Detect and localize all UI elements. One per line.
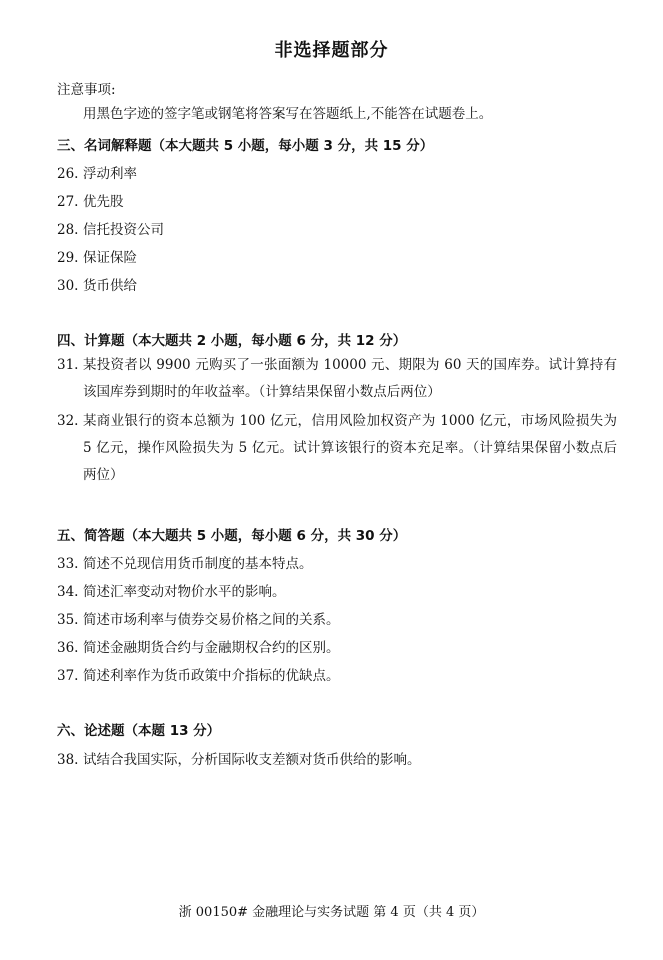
question-text: 简述市场利率与债券交易价格之间的关系。	[83, 612, 340, 628]
question-28	[57, 218, 164, 238]
section-heading-3: 三、名词解释题（本大题共 5 小题，每小题 3 分，共 15 分）	[57, 138, 434, 154]
question-text: 浮动利率	[83, 166, 137, 182]
question-38	[57, 748, 421, 768]
page-footer: 浙 00150# 金融理论与实务试题 第 4 页（共 4 页）	[178, 905, 485, 920]
question-text: 简述金融期货合约与金融期权合约的区别。	[83, 640, 340, 656]
question-number: 35.	[57, 612, 79, 628]
question-text: 优先股	[83, 194, 124, 210]
question-number: 34.	[57, 584, 79, 600]
question-number: 37.	[57, 668, 79, 684]
question-29	[57, 246, 137, 266]
question-number: 31.	[57, 357, 79, 373]
question-text: 简述汇率变动对物价水平的影响。	[83, 584, 286, 600]
section-heading-5: 五、简答题（本大题共 5 小题，每小题 6 分，共 30 分）	[57, 528, 407, 544]
page-title: 非选择题部分	[274, 40, 389, 61]
question-27	[57, 190, 124, 210]
question-text: 某投资者以 9900 元购买了一张面额为 10000 元、期限为 60 天的国库券。试计算持有该国库券到期时的年收益率。（计算结果保留小数点后两位）	[83, 357, 617, 400]
question-number: 29.	[57, 250, 79, 266]
notice-label: 注意事项:	[57, 82, 116, 98]
question-number: 30.	[57, 278, 79, 294]
section-heading-4: 四、计算题（本大题共 2 小题，每小题 6 分，共 12 分）	[57, 333, 407, 349]
question-number: 36.	[57, 640, 79, 656]
question-37	[57, 664, 340, 684]
question-36	[57, 636, 340, 656]
question-30	[57, 274, 137, 294]
notice-text: 用黑色字迹的签字笔或钢笔将答案写在答题纸上,不能答在试题卷上。	[83, 106, 493, 122]
question-34	[57, 580, 286, 600]
question-26	[57, 162, 137, 182]
question-text: 某商业银行的资本总额为 100 亿元，信用风险加权资产为 1000 亿元，市场风险损失为 5 亿元，操作风险损失为 5 亿元。试计算该银行的资本充足率。（计算结果保留小数点后两位）	[83, 413, 617, 483]
question-text: 信托投资公司	[83, 222, 164, 238]
question-31	[57, 352, 617, 406]
question-number: 33.	[57, 556, 79, 572]
question-text: 试结合我国实际，分析国际收支差额对货币供给的影响。	[83, 752, 421, 768]
question-32	[57, 408, 617, 489]
question-text: 货币供给	[83, 278, 137, 294]
section-heading-6: 六、论述题（本题 13 分）	[57, 723, 221, 739]
question-text: 简述不兑现信用货币制度的基本特点。	[83, 556, 313, 572]
question-35	[57, 608, 340, 628]
question-number: 32.	[57, 413, 79, 429]
question-number: 27.	[57, 194, 79, 210]
question-number: 28.	[57, 222, 79, 238]
question-text: 保证保险	[83, 250, 137, 266]
question-33	[57, 552, 313, 572]
question-number: 26.	[57, 166, 79, 182]
question-number: 38.	[57, 752, 79, 768]
question-text: 简述利率作为货币政策中介指标的优缺点。	[83, 668, 340, 684]
